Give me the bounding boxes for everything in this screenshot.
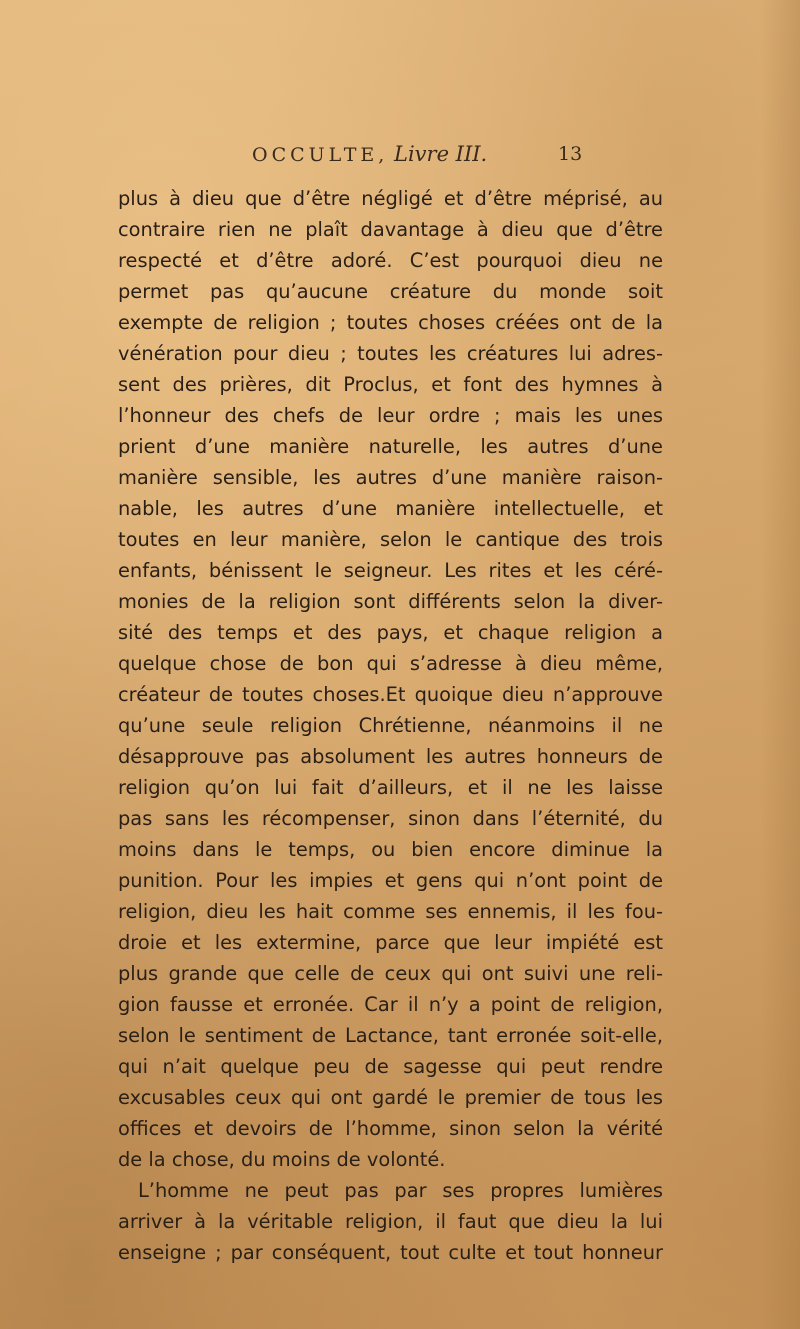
text-line: contraire rien ne plaît davantage à dieu que d’être xyxy=(118,218,663,241)
text-line: respecté et d’être adoré. C’est pourquoi dieu ne xyxy=(118,249,663,272)
page-edge-shadow xyxy=(760,0,800,1329)
running-head xyxy=(252,140,582,176)
text-line: l’honneur des chefs de leur ordre ; mais les unes xyxy=(118,404,663,427)
text-line: offices et devoirs de l’homme, sinon selon la vérité xyxy=(118,1117,663,1140)
body-text xyxy=(118,183,663,1268)
text-line: enfants, bénissent le seigneur. Les rites et les céré- xyxy=(118,559,663,582)
text-line: monies de la religion sont différents selon la diver- xyxy=(118,590,663,613)
text-line: plus grande que celle de ceux qui ont suivi une reli- xyxy=(118,962,663,985)
text-line: sité des temps et des pays, et chaque religion a xyxy=(118,621,663,644)
text-line: sent des prières, dit Proclus, et font des hymnes à xyxy=(118,373,663,396)
text-line: manière sensible, les autres d’une manière raison- xyxy=(118,466,663,489)
text-line: enseigne ; par conséquent, tout culte et tout honneur xyxy=(118,1241,663,1264)
text-line: religion, dieu les hait comme ses ennemis, il les fou- xyxy=(118,900,663,923)
text-line: gion fausse et erronée. Car il n’y a point de religion, xyxy=(118,993,663,1016)
text-line: L’homme ne peut pas par ses propres lumières xyxy=(138,1179,663,1202)
text-line: désapprouve pas absolument les autres honneurs de xyxy=(118,745,663,768)
text-line: religion qu’on lui fait d’ailleurs, et il ne les laisse xyxy=(118,776,663,799)
text-line: de la chose, du moins de volonté. xyxy=(118,1148,446,1171)
text-line: excusables ceux qui ont gardé le premier de tous les xyxy=(118,1086,663,1109)
text-line: pas sans les récompenser, sinon dans l’éternité, du xyxy=(118,807,663,830)
text-line: vénération pour dieu ; toutes les créatures lui adres- xyxy=(118,342,663,365)
text-line: arriver à la véritable religion, il faut que dieu la lui xyxy=(118,1210,663,1233)
text-line: créateur de toutes choses.Et quoique dieu n’approuve xyxy=(118,683,663,706)
text-line: quelque chose de bon qui s’adresse à dieu même, xyxy=(118,652,663,675)
text-line: plus à dieu que d’être négligé et d’être méprisé, au xyxy=(118,187,663,210)
text-line: permet pas qu’aucune créature du monde soit xyxy=(118,280,663,303)
text-line: exempte de religion ; toutes choses créées ont de la xyxy=(118,311,663,334)
text-line: prient d’une manière naturelle, les autres d’une xyxy=(118,435,663,458)
running-head-title: OCCULTE, xyxy=(252,144,389,166)
text-line: moins dans le temps, ou bien encore diminue la xyxy=(118,838,663,861)
text-line: droie et les extermine, parce que leur impiété est xyxy=(118,931,663,954)
page-number: 13 xyxy=(558,143,583,165)
text-line: toutes en leur manière, selon le cantique des trois xyxy=(118,528,663,551)
text-line: punition. Pour les impies et gens qui n’ont point de xyxy=(118,869,663,892)
text-line: nable, les autres d’une manière intellectuelle, et xyxy=(118,497,663,520)
text-line: selon le sentiment de Lactance, tant erronée soit-elle, xyxy=(118,1024,663,1047)
running-head-book: Livre III. xyxy=(394,142,488,166)
text-line: qu’une seule religion Chrétienne, néanmoins il ne xyxy=(118,714,663,737)
text-line: qui n’ait quelque peu de sagesse qui peut rendre xyxy=(118,1055,663,1078)
